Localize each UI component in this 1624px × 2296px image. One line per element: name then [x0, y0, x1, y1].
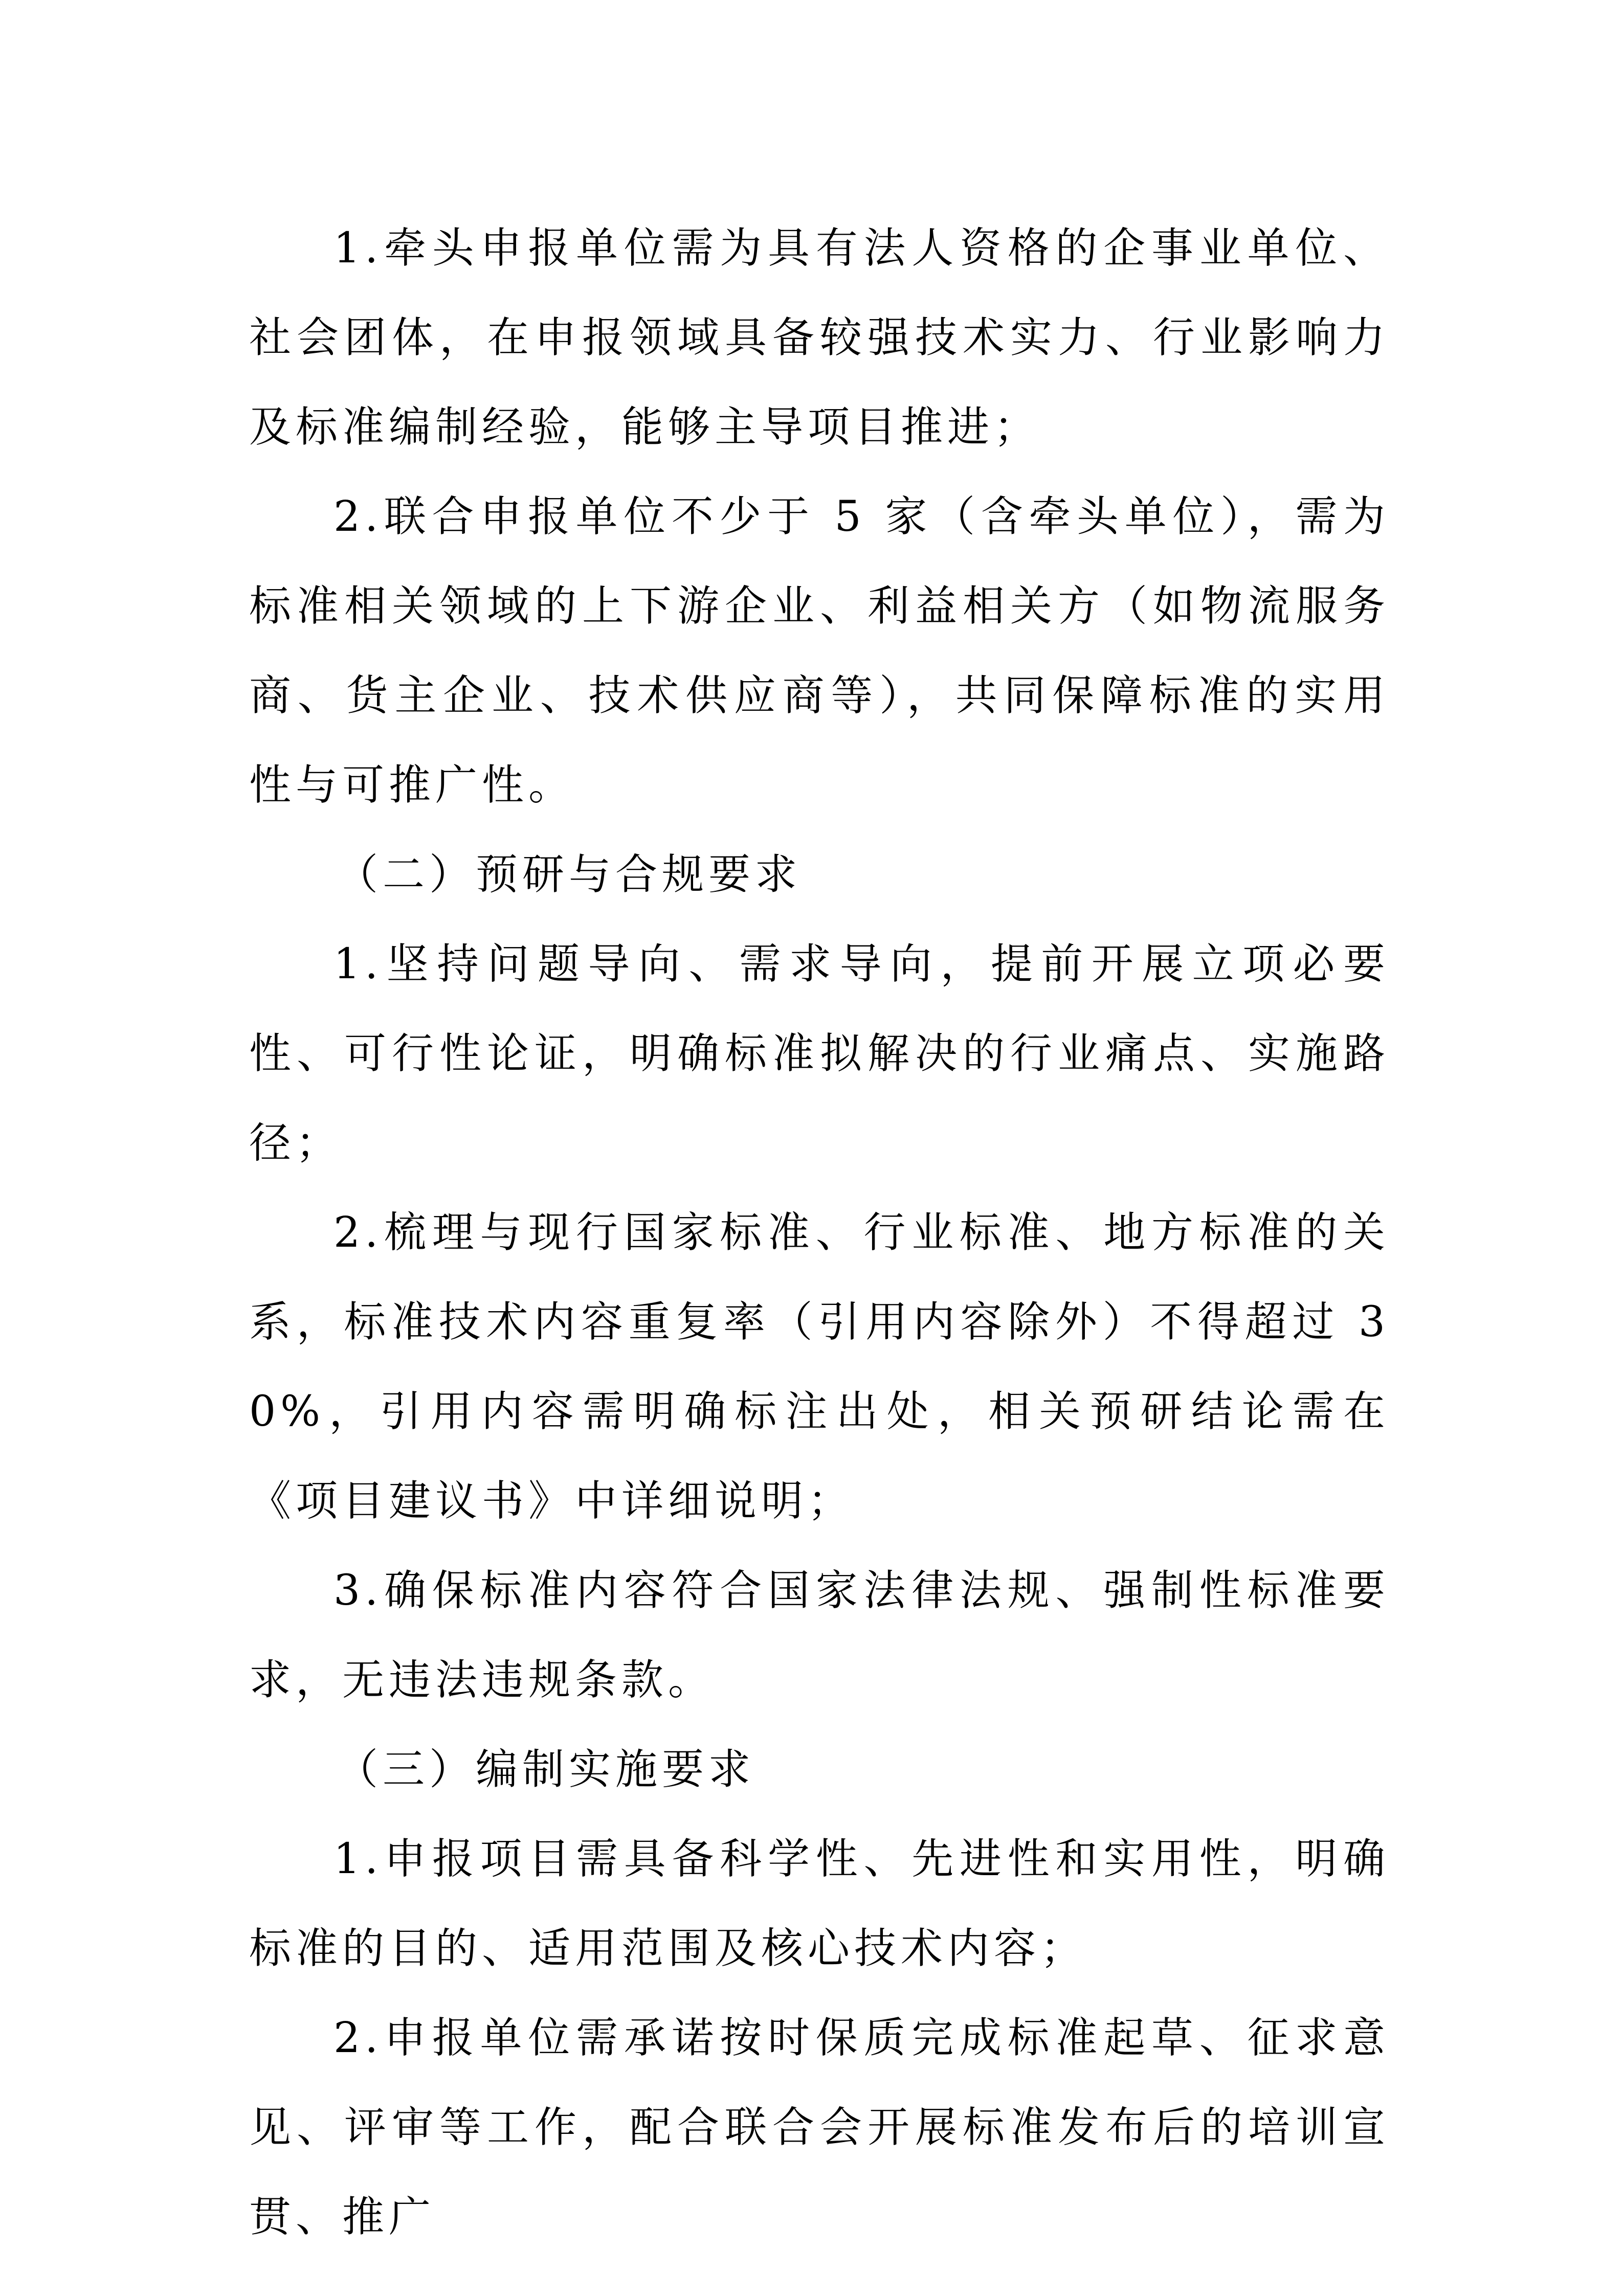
paragraph-item-3-2: 2.申报单位需承诺按时保质完成标准起草、征求意见、评审等工作，配合联合会开展标准发布后的培训宣贯、推广	[249, 2014, 1390, 2241]
section-heading-2: （二）预研与合规要求	[336, 850, 802, 899]
paragraph-item-2-1: 1.坚持问题导向、需求导向，提前开展立项必要性、可行性论证，明确标准拟解决的行业痛点、实施路径；	[249, 940, 1390, 1167]
paragraph-item-2-2: 2.梳理与现行国家标准、行业标准、地方标准的关系，标准技术内容重复率（引用内容除外）不得超过 30%，引用内容需明确标注出处，相关预研结论需在《项目建议书》中详细说明；	[249, 1208, 1390, 1525]
document-body	[249, 204, 1390, 2262]
section-heading-3: （三）编制实施要求	[336, 1745, 755, 1794]
paragraph-item-3-1: 1.申报项目需具备科学性、先进性和实用性，明确标准的目的、适用范围及核心技术内容；	[249, 1835, 1390, 1973]
paragraph-item-2-3: 3.确保标准内容符合国家法律法规、强制性标准要求，无违法违规条款。	[249, 1566, 1390, 1704]
paragraph-item-1-1: 1.牵头申报单位需为具有法人资格的企事业单位、社会团体，在申报领域具备较强技术实力、行业影响力及标准编制经验，能够主导项目推进；	[249, 224, 1390, 452]
paragraph-item-1-2: 2.联合申报单位不少于 5 家（含牵头单位），需为标准相关领域的上下游企业、利益相关方（如物流服务商、货主企业、技术供应商等），共同保障标准的实用性与可推广性。	[249, 492, 1390, 809]
